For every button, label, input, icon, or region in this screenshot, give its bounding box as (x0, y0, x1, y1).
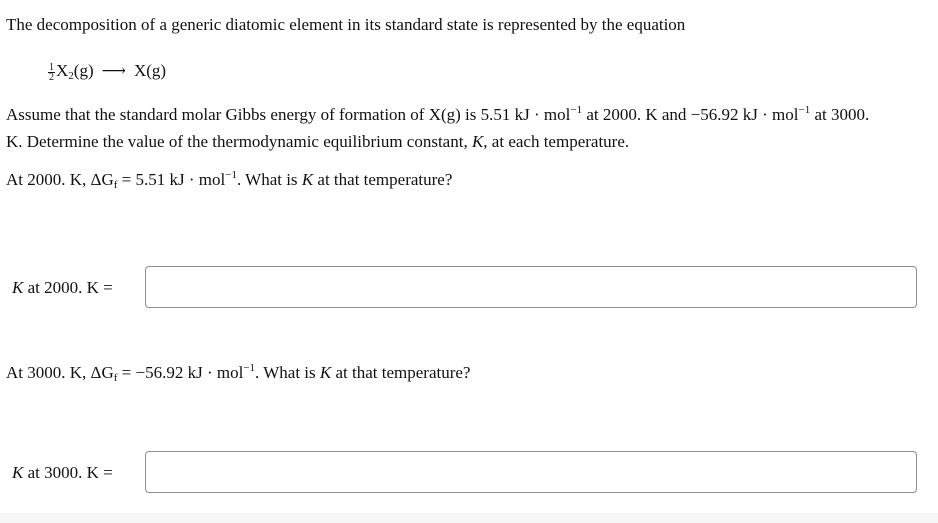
bottom-divider (0, 513, 938, 523)
k-symbol: K (319, 363, 332, 382)
question-1-text: . What is (236, 170, 302, 189)
subscript-f: f (113, 372, 118, 384)
question-1 (6, 169, 452, 191)
k-symbol: K (12, 278, 24, 297)
reactant-subscript: 2 (68, 70, 74, 82)
question-2 (6, 362, 470, 384)
answer-row-3000k (0, 451, 938, 495)
k-3000-input[interactable] (145, 451, 917, 493)
assumption-line-2 (6, 131, 629, 153)
reaction-equation (48, 59, 166, 83)
answer-label-2000k (12, 278, 113, 298)
question-2-prefix: At 3000. K, ΔG (6, 363, 114, 382)
fraction-denominator: 2 (49, 71, 54, 83)
stoichiometric-fraction (48, 63, 55, 82)
product: X(g) (133, 61, 167, 80)
question-1-prefix: At 2000. K, ΔG (6, 170, 114, 189)
exponent: −1 (243, 362, 256, 374)
exponent: −1 (570, 104, 583, 116)
subscript-f: f (113, 179, 118, 191)
k-2000-input[interactable] (145, 266, 917, 308)
assumption-line-1 (6, 104, 869, 126)
question-2-suffix: at that temperature? (331, 363, 471, 382)
question-1-value: = 5.51 kJ · mol (117, 170, 226, 189)
assumption-text-e: , at each temperature. (483, 132, 630, 151)
answer-label-text: at 2000. K = (23, 278, 113, 297)
question-2-text: . What is (255, 363, 320, 382)
answer-label-3000k (12, 463, 113, 483)
assumption-text-a: Assume that the standard molar Gibbs energy of formation of X(g) is 5.51 kJ · mol (6, 105, 571, 124)
k-symbol: K (301, 170, 314, 189)
assumption-text-b: at 2000. K and −56.92 kJ · mol (582, 105, 799, 124)
reactant-state: (g) (73, 61, 94, 80)
reaction-arrow: ⟶ (101, 61, 126, 80)
question-1-suffix: at that temperature? (313, 170, 453, 189)
answer-label-text: at 3000. K = (23, 463, 113, 482)
k-symbol: K (471, 132, 484, 151)
exponent: −1 (225, 169, 237, 181)
exponent: −1 (798, 104, 811, 116)
k-symbol: K (12, 463, 24, 482)
question-2-value: = −56.92 kJ · mol (117, 363, 244, 382)
intro-text: The decomposition of a generic diatomic element in its standard state is represented by the equation (6, 15, 686, 34)
assumption-text-d: K. Determine the value of the thermodynamic equilibrium constant, (6, 132, 472, 151)
fraction-numerator: 1 (49, 61, 54, 73)
reactant-symbol: X (56, 61, 69, 80)
assumption-text-c: at 3000. (810, 105, 870, 124)
answer-row-2000k (0, 266, 938, 310)
